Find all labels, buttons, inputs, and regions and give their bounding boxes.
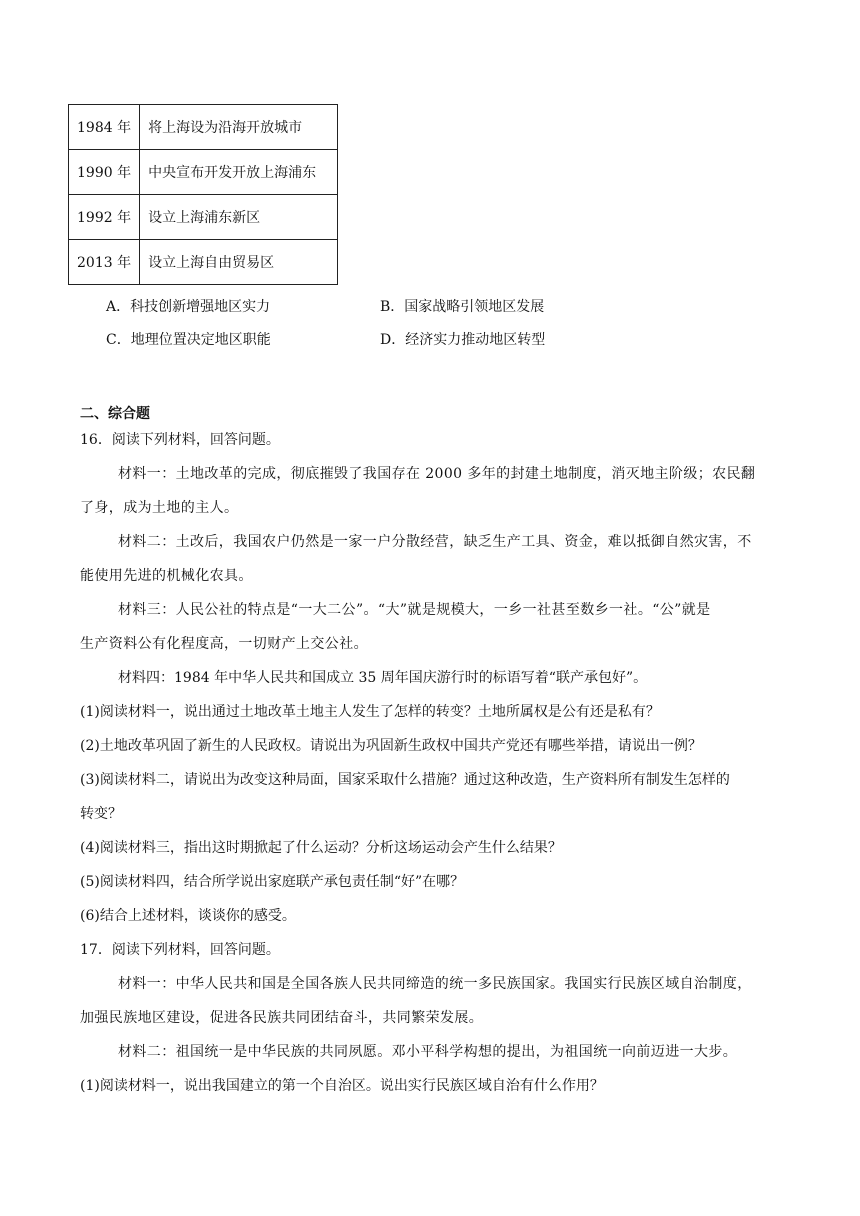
option-b: B．国家战略引领地区发展 <box>380 299 545 315</box>
option-d: D．经济实力推动地区转型 <box>380 332 546 348</box>
year-cell: 2013 年 <box>69 240 140 285</box>
question-16-stem: 16．阅读下列材料，回答问题。 <box>80 432 280 448</box>
q16-subquestion-3: (3)阅读材料二，请说出为改变这种局面，国家采取什么措施？通过这种改造，生产资料所有制发生怎样的 <box>80 772 730 788</box>
table-row <box>69 150 338 195</box>
q16-material-2: 材料二：土改后，我国农户仍然是一家一户分散经营，缺乏生产工具、资金，难以抵御自然灾害，不 <box>118 534 752 550</box>
q16-subquestion-4: (4)阅读材料三，指出这时期掀起了什么运动？分析这场运动会产生什么结果？ <box>80 840 562 856</box>
event-cell: 设立上海自由贸易区 <box>140 240 338 285</box>
option-a: A．科技创新增强地区实力 <box>106 299 271 315</box>
question-17-stem: 17．阅读下列材料，回答问题。 <box>80 942 280 958</box>
q17-material-1: 材料一：中华人民共和国是全国各族人民共同缔造的统一多民族国家。我国实行民族区域自治制度， <box>118 976 752 992</box>
q16-material-3: 材料三：人民公社的特点是“一大二公”。“大”就是规模大，一乡一社甚至数乡一社。“公”就是 <box>118 602 711 618</box>
q16-subquestion-3-cont: 转变？ <box>80 806 122 822</box>
q16-material-2-cont: 能使用先进的机械化农具。 <box>80 568 253 584</box>
event-cell: 中央宣布开发开放上海浦东 <box>140 150 338 195</box>
year-cell: 1992 年 <box>69 195 140 240</box>
q16-material-3-cont: 生产资料公有化程度高，一切财产上交公社。 <box>80 636 368 652</box>
table-row <box>69 105 338 150</box>
option-c: C．地理位置决定地区职能 <box>106 332 271 348</box>
table-row <box>69 195 338 240</box>
section-title: 二、综合题 <box>80 406 150 422</box>
q16-material-1-cont: 了身，成为土地的主人。 <box>80 500 239 516</box>
q16-subquestion-5: (5)阅读材料四，结合所学说出家庭联产承包责任制“好”在哪？ <box>80 874 465 890</box>
q16-subquestion-6: (6)结合上述材料，谈谈你的感受。 <box>80 908 296 924</box>
q16-subquestion-2: (2)土地改革巩固了新生的人民政权。请说出为巩固新生政权中国共产党还有哪些举措，请说出一例？ <box>80 738 702 754</box>
q17-subquestion-1: (1)阅读材料一，说出我国建立的第一个自治区。说出实行民族区域自治有什么作用？ <box>80 1078 604 1094</box>
year-cell: 1990 年 <box>69 150 140 195</box>
q17-material-1-cont: 加强民族地区建设，促进各民族共同团结奋斗，共同繁荣发展。 <box>80 1010 484 1026</box>
q16-material-4: 材料四：1984 年中华人民共和国成立 35 周年国庆游行时的标语写着“联产承包好”。 <box>118 670 648 686</box>
q17-material-2: 材料二：祖国统一是中华民族的共同夙愿。邓小平科学构想的提出，为祖国统一向前迈进一大步。 <box>118 1044 738 1060</box>
table-row <box>69 240 338 285</box>
shanghai-events-table <box>68 104 338 285</box>
event-cell: 设立上海浦东新区 <box>140 195 338 240</box>
q16-material-1: 材料一：土地改革的完成，彻底摧毁了我国存在 2000 多年的封建土地制度，消灭地主阶级；农民翻 <box>118 466 756 482</box>
year-cell: 1984 年 <box>69 105 140 150</box>
q16-subquestion-1: (1)阅读材料一，说出通过土地改革土地主人发生了怎样的转变？土地所属权是公有还是私有？ <box>80 704 660 720</box>
event-cell: 将上海设为沿海开放城市 <box>140 105 338 150</box>
